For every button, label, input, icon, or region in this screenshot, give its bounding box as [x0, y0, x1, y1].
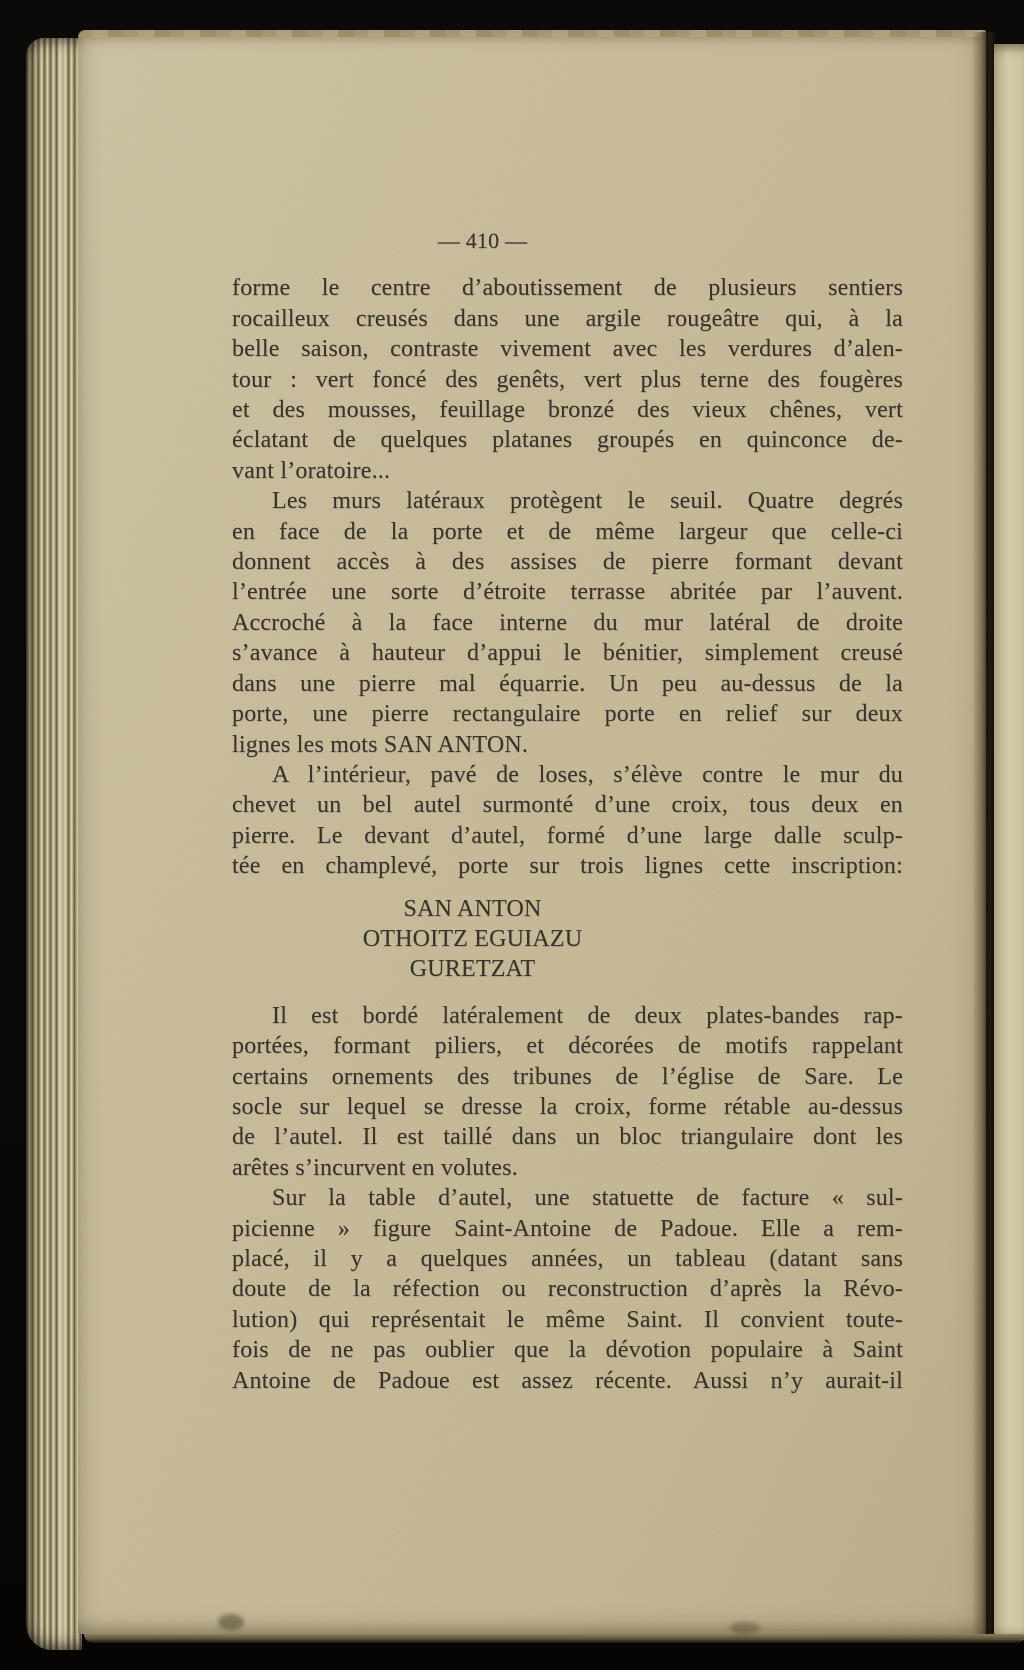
- text-line: donnent accès à des assises de pierre formant devant: [232, 549, 903, 576]
- paragraph: [232, 760, 903, 882]
- page-edge-stack: [26, 38, 82, 1650]
- text-line: et des mousses, feuillage bronzé des vieux chênes, vert: [232, 397, 903, 424]
- text-line: fois de ne pas oublier que la dévotion populaire à Saint: [232, 1337, 903, 1364]
- text-line: dans une pierre mal équarrie. Un peu au-dessus de la: [232, 670, 903, 697]
- text-line: picienne » figure Saint-Antoine de Padoue. Elle a rem-: [232, 1215, 903, 1242]
- text-line: OTHOITZ EGUIAZU: [362, 925, 583, 952]
- text-line: porte, une pierre rectangulaire porte en relief sur deux: [232, 701, 903, 728]
- text-line: GURETZAT: [409, 956, 536, 983]
- text-line: tée en champlevé, porte sur trois lignes cette inscription:: [232, 853, 903, 880]
- paper-smudge: [218, 1614, 244, 1630]
- text-line: de l’autel. Il est taillé dans un bloc triangulaire dont les: [232, 1124, 903, 1151]
- book-page: [78, 30, 986, 1634]
- text-line: Antoine de Padoue est assez récente. Aussi n’y aurait-il: [232, 1367, 903, 1394]
- text-line: socle sur lequel se dresse la croix, forme rétable au-dessus: [232, 1093, 903, 1120]
- text-blocks: [232, 273, 903, 1396]
- paragraph: [232, 273, 903, 486]
- page-gutter-crease: [972, 32, 996, 1634]
- text-line: A l’intérieur, pavé de loses, s’élève contre le mur du: [272, 761, 903, 788]
- text-line: doute de la réfection ou reconstruction d’après la Révo-: [232, 1276, 903, 1303]
- text-line: tour : vert foncé des genêts, vert plus terne des fougères: [232, 366, 903, 393]
- text-line: forme le centre d’aboutissement de plusieurs sentiers: [232, 275, 903, 302]
- text-line: éclatant de quelques platanes groupés en quinconce de-: [232, 427, 903, 454]
- text-line: lution) qui représentait le même Saint. Il convient toute-: [232, 1306, 903, 1333]
- page-content: [232, 226, 903, 1396]
- text-line: arêtes s’incurvent en volutes.: [232, 1154, 518, 1181]
- text-line: s’avance à hauteur d’appui le bénitier, simplement creusé: [232, 640, 903, 667]
- text-line: Sur la table d’autel, une statuette de facture « sul-: [272, 1185, 903, 1212]
- text-line: l’entrée une sorte d’étroite terrasse abritée par l’auvent.: [232, 579, 903, 606]
- paragraph: [232, 486, 903, 760]
- paragraph: [232, 1001, 903, 1183]
- paragraph: [232, 1183, 903, 1396]
- text-line: certains ornements des tribunes de l’église de Sare. Le: [232, 1063, 903, 1090]
- text-line: rocailleux creusés dans une argile rougeâtre qui, à la: [232, 305, 903, 332]
- text-line: Il est bordé latéralement de deux plates-bandes rap-: [272, 1002, 903, 1029]
- text-line: Accroché à la face interne du mur latéral de droite: [232, 609, 903, 636]
- text-line: SAN ANTON: [403, 895, 542, 922]
- text-line: chevet un bel autel surmonté d’une croix, tous deux en: [232, 792, 903, 819]
- text-line: Les murs latéraux protègent le seuil. Quatre degrés: [272, 488, 903, 515]
- text-line: lignes les mots SAN ANTON.: [232, 731, 529, 758]
- text-line: en face de la porte et de même largeur que celle-ci: [232, 518, 903, 545]
- inscription-block: [232, 894, 903, 985]
- text-line: pierre. Le devant d’autel, formé d’une large dalle sculp-: [232, 822, 903, 849]
- page-number: — 410 —: [437, 228, 528, 253]
- text-line: vant l’oratoire...: [232, 457, 391, 484]
- paper-smudge: [730, 1622, 760, 1634]
- adjacent-page-edge: [994, 44, 1024, 1640]
- text-line: portées, formant piliers, et décorées de motifs rappelant: [232, 1033, 903, 1060]
- bottom-page-edges: [84, 1634, 1024, 1643]
- text-line: belle saison, contraste vivement avec les verdures d’alen-: [232, 336, 903, 363]
- text-line: placé, il y a quelques années, un tableau (datant sans: [232, 1246, 903, 1272]
